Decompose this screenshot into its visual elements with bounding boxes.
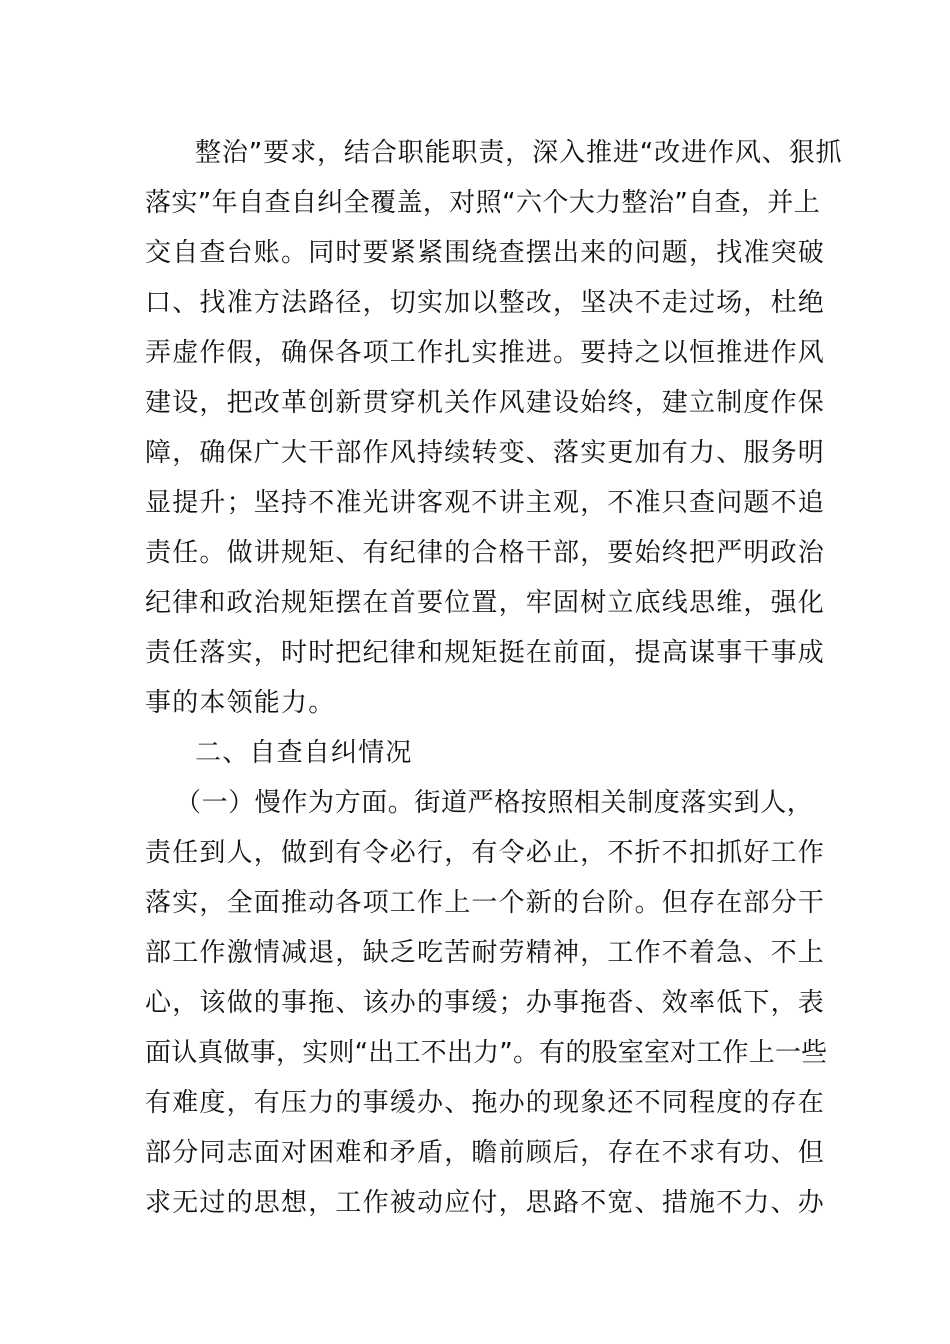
paragraph-line: 障，确保广大干部作风持续转变、落实更加有力、服务明	[145, 438, 826, 468]
paragraph-line: 整治”要求，结合职能职责，深入推进“改进作风、狠抓	[195, 138, 843, 168]
paragraph-line: 部分同志面对困难和矛盾，瞻前顾后，存在不求有功、但	[145, 1138, 826, 1168]
paragraph-line: 心，该做的事拖、该办的事缓；办事拖沓、效率低下，表	[145, 988, 826, 1018]
paragraph-line: 事的本领能力。	[145, 688, 336, 718]
paragraph-line: 显提升；坚持不准光讲客观不讲主观，不准只查问题不追	[145, 488, 826, 518]
paragraph-line: 交自查台账。同时要紧紧围绕查摆出来的问题，找准突破	[145, 238, 826, 268]
paragraph-line: 有难度，有压力的事缓办、拖办的现象还不同程度的存在	[145, 1088, 826, 1118]
paragraph-line: 落实，全面推动各项工作上一个新的台阶。但存在部分干	[145, 888, 826, 918]
section-heading: 二、自查自纠情况	[195, 738, 413, 768]
paragraph-line: 口、找准方法路径，切实加以整改，坚决不走过场，杜绝	[145, 288, 826, 318]
paragraph-line: 面认真做事，实则“出工不出力”。有的股室室对工作上一些	[145, 1038, 828, 1068]
paragraph-line: 建设，把改革创新贯穿机关作风建设始终，建立制度作保	[145, 388, 826, 418]
paragraph-line: （一）慢作为方面。街道严格按照相关制度落实到人，	[175, 788, 814, 818]
paragraph-line: 责任到人，做到有令必行，有令必止，不折不扣抓好工作	[145, 838, 826, 868]
paragraph-line: 落实”年自查自纠全覆盖，对照“六个大力整治”自查，并上	[145, 188, 821, 218]
paragraph-line: 弄虚作假，确保各项工作扎实推进。要持之以恒推进作风	[145, 338, 826, 368]
paragraph-line: 部工作激情减退，缺乏吃苦耐劳精神，工作不着急、不上	[145, 938, 826, 968]
paragraph-line: 责任。做讲规矩、有纪律的合格干部，要始终把严明政治	[145, 538, 826, 568]
paragraph-line: 求无过的思想，工作被动应付，思路不宽、措施不力、办	[145, 1188, 826, 1218]
paragraph-line: 责任落实，时时把纪律和规矩挺在前面，提高谋事干事成	[145, 638, 826, 668]
paragraph-line: 纪律和政治规矩摆在首要位置，牢固树立底线思维，强化	[145, 588, 826, 618]
